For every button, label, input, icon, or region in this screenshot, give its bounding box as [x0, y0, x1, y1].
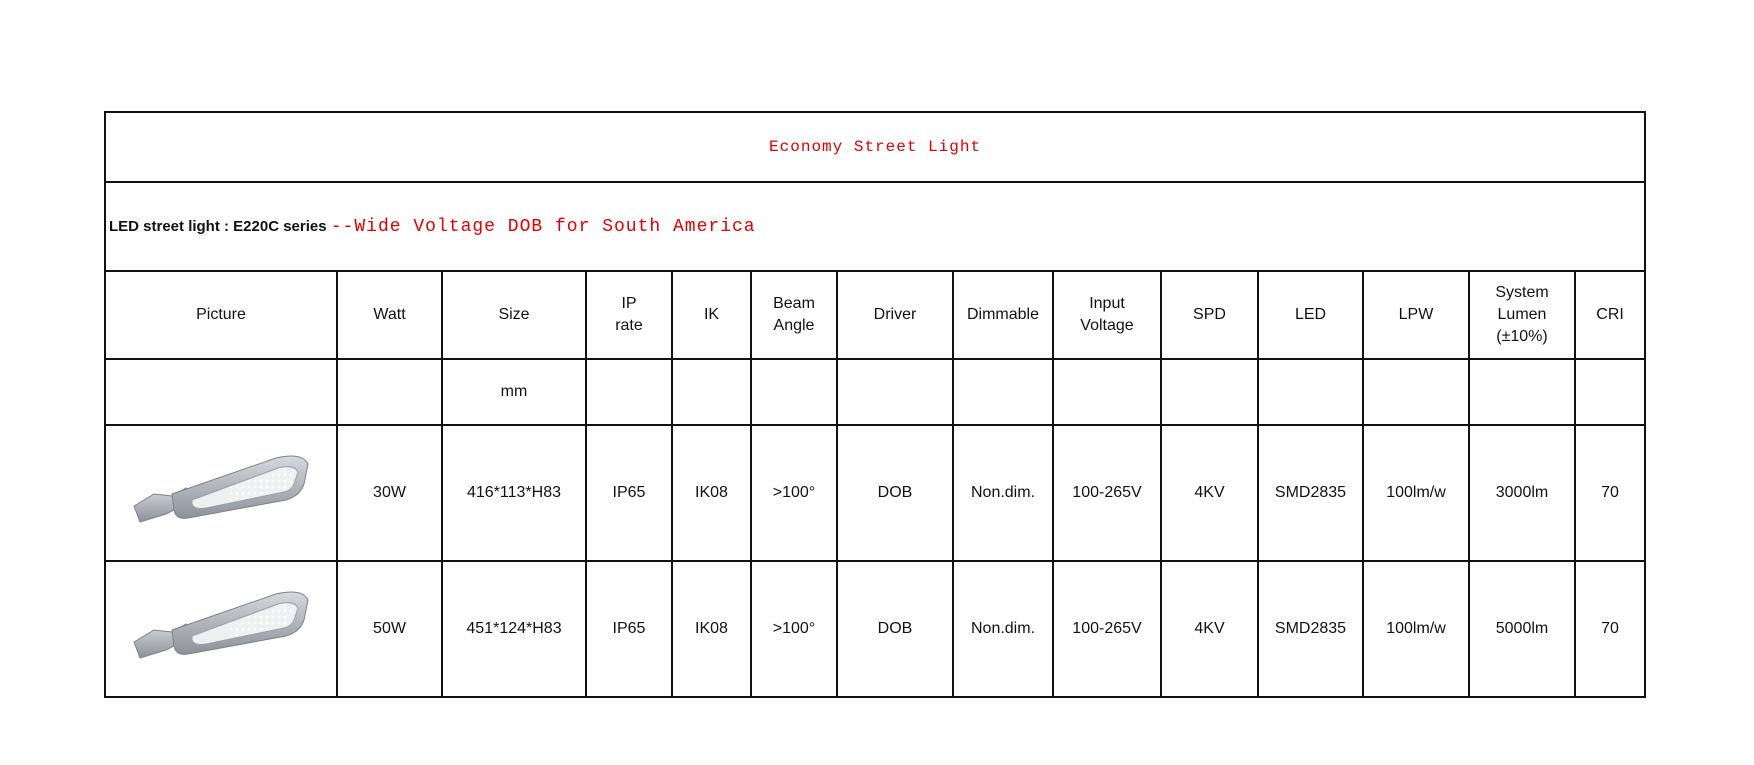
- cell-voltage: 100-265V: [1053, 425, 1161, 561]
- table-row: [105, 425, 1645, 561]
- column-header: Size: [442, 271, 586, 359]
- title-row: [105, 112, 1645, 182]
- cell-lpw: 100lm/w: [1363, 425, 1469, 561]
- cell-dimmable: Non.dim.: [953, 425, 1053, 561]
- unit-row: [105, 359, 1645, 425]
- column-header: Picture: [105, 271, 337, 359]
- table-subtitle: [105, 182, 1645, 271]
- cell-cri: 70: [1575, 425, 1645, 561]
- cell-ip: IP65: [586, 561, 672, 697]
- column-unit: [1161, 359, 1258, 425]
- column-unit: mm: [442, 359, 586, 425]
- column-unit: [1575, 359, 1645, 425]
- cell-led: SMD2835: [1258, 561, 1363, 697]
- subtitle-series: LED street light : E220C series: [109, 217, 331, 235]
- cell-voltage: 100-265V: [1053, 561, 1161, 697]
- column-header: CRI: [1575, 271, 1645, 359]
- cell-spd: 4KV: [1161, 561, 1258, 697]
- column-unit: [1258, 359, 1363, 425]
- cell-dimmable: Non.dim.: [953, 561, 1053, 697]
- cell-lumen: 3000lm: [1469, 425, 1575, 561]
- column-unit: [1363, 359, 1469, 425]
- cell-cri: 70: [1575, 561, 1645, 697]
- column-header: IK: [672, 271, 751, 359]
- cell-ik: IK08: [672, 561, 751, 697]
- column-unit: [586, 359, 672, 425]
- column-header: Dimmable: [953, 271, 1053, 359]
- cell-beam: >100°: [751, 425, 837, 561]
- cell-lumen: 5000lm: [1469, 561, 1575, 697]
- column-unit: [1469, 359, 1575, 425]
- column-header: LPW: [1363, 271, 1469, 359]
- column-header: LED: [1258, 271, 1363, 359]
- column-unit: [1053, 359, 1161, 425]
- product-picture: [105, 561, 337, 697]
- column-header: Driver: [837, 271, 953, 359]
- cell-ip: IP65: [586, 425, 672, 561]
- header-row: [105, 271, 1645, 359]
- column-unit: [751, 359, 837, 425]
- street-light-icon: [126, 448, 316, 538]
- column-header: IP rate: [586, 271, 672, 359]
- column-header: System Lumen (±10%): [1469, 271, 1575, 359]
- cell-beam: >100°: [751, 561, 837, 697]
- cell-lpw: 100lm/w: [1363, 561, 1469, 697]
- subtitle-row: [105, 182, 1645, 271]
- cell-watt: 30W: [337, 425, 442, 561]
- picture-wrap: [106, 562, 336, 696]
- column-unit: [672, 359, 751, 425]
- column-header: SPD: [1161, 271, 1258, 359]
- cell-size: 416*113*H83: [442, 425, 586, 561]
- cell-spd: 4KV: [1161, 425, 1258, 561]
- cell-ik: IK08: [672, 425, 751, 561]
- column-header: Beam Angle: [751, 271, 837, 359]
- street-light-icon: [126, 584, 316, 674]
- column-unit: [337, 359, 442, 425]
- column-unit: [105, 359, 337, 425]
- cell-driver: DOB: [837, 561, 953, 697]
- column-unit: [837, 359, 953, 425]
- table-title: Economy Street Light: [105, 112, 1645, 182]
- column-unit: [953, 359, 1053, 425]
- spec-table: [104, 111, 1646, 698]
- column-header: Watt: [337, 271, 442, 359]
- cell-size: 451*124*H83: [442, 561, 586, 697]
- picture-wrap: [106, 426, 336, 560]
- cell-led: SMD2835: [1258, 425, 1363, 561]
- product-picture: [105, 425, 337, 561]
- cell-driver: DOB: [837, 425, 953, 561]
- table-row: [105, 561, 1645, 697]
- column-header: Input Voltage: [1053, 271, 1161, 359]
- subtitle-highlight: --Wide Voltage DOB for South America: [330, 216, 756, 237]
- cell-watt: 50W: [337, 561, 442, 697]
